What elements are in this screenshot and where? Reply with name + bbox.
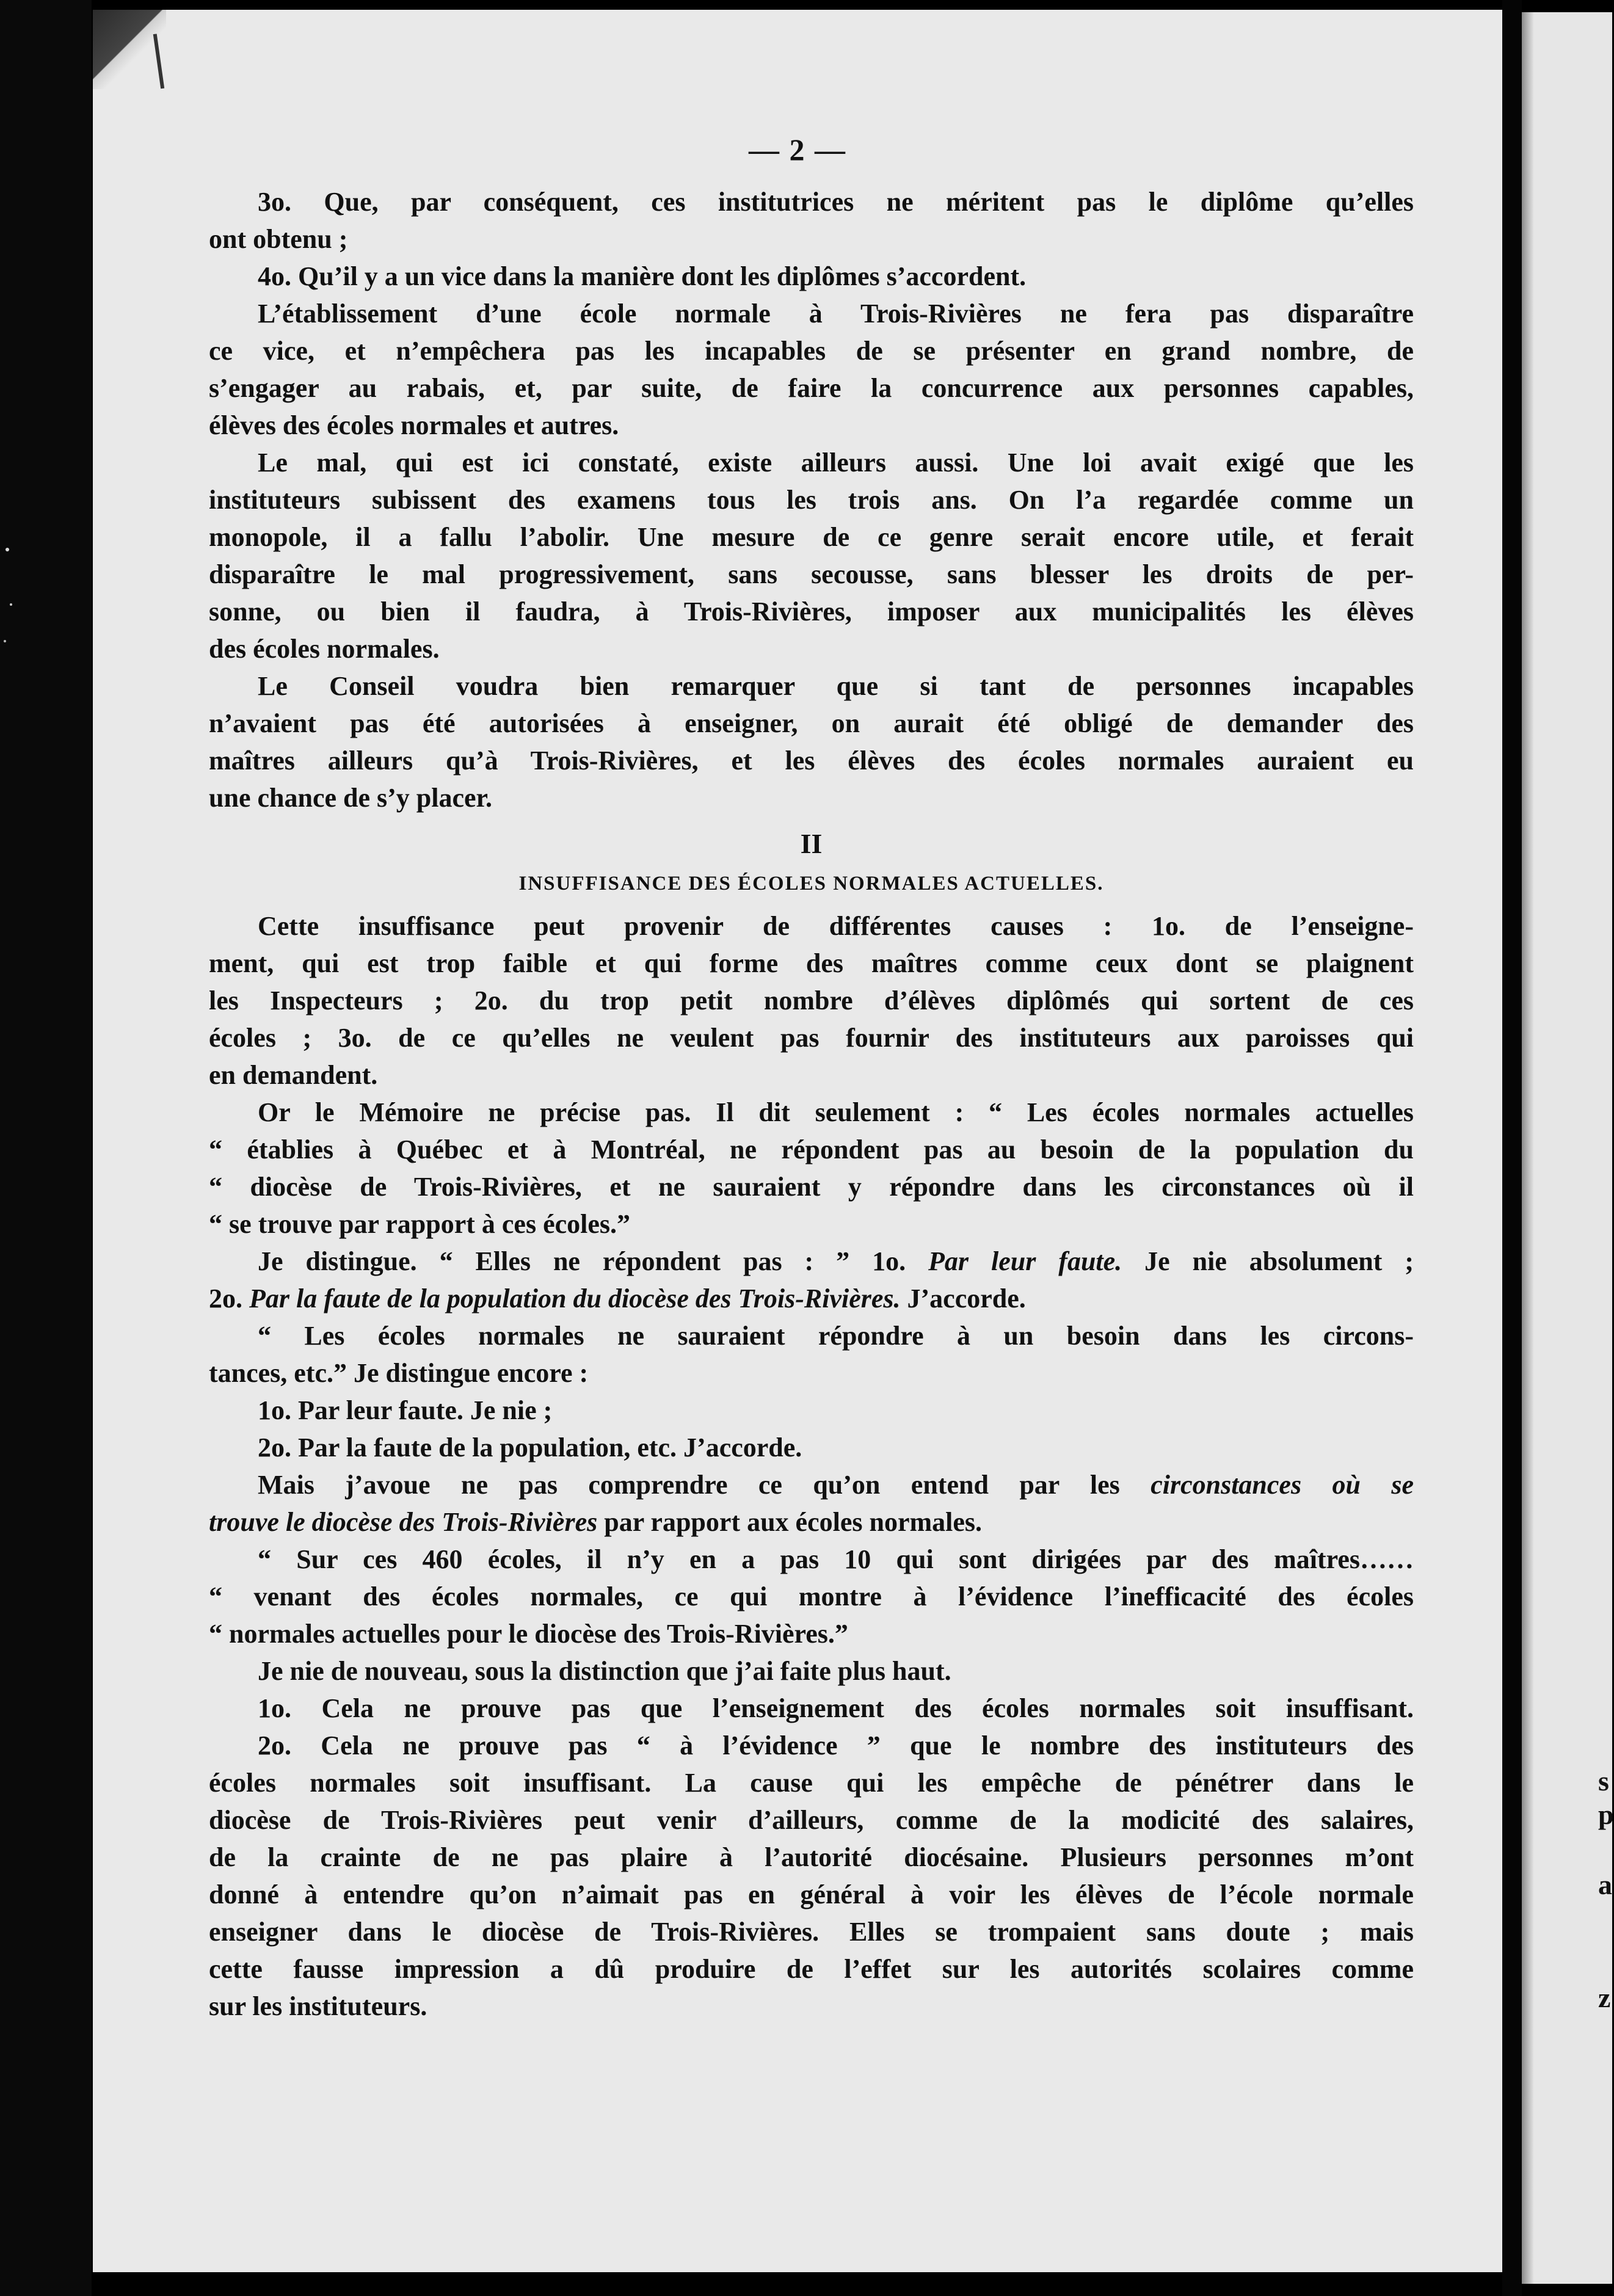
text-line: “ se trouve par rapport à ces écoles.” <box>209 1209 631 1239</box>
page-shadow <box>1522 12 1534 2284</box>
text-line: ce vice, et n’empêchera pas les incapables de se présenter en grand nombre, de <box>209 336 1414 366</box>
text-line: ment, qui est trop faible et qui forme des maîtres comme ceux dont se plaignent <box>209 948 1414 978</box>
text-line: 1o. Cela ne prouve pas que l’enseignement des écoles normales soit insuffisant. <box>258 1693 1414 1723</box>
text-line-avoue <box>209 1466 1414 1503</box>
scan-specks <box>0 537 24 659</box>
text-line: de la crainte de ne pas plaire à l’autorité diocésaine. Plusieurs personnes m’ont <box>209 1842 1414 1872</box>
text-line: s’engager au rabais, et, par suite, de faire la concurrence aux personnes capables, <box>209 373 1414 403</box>
text-line: cette fausse impression a dû produire de l’effet sur les autorités scolaires comme <box>209 1954 1414 1984</box>
text-line: “ Sur ces 460 écoles, il n’y en a pas 10 qui sont dirigées par des maîtres…… <box>258 1544 1414 1574</box>
adjacent-page-edge <box>1522 12 1612 2284</box>
text-line: “ venant des écoles normales, ce qui montre à l’évidence l’inefficacité des écoles <box>209 1582 1414 1611</box>
text-run: par rapport aux écoles normales. <box>597 1507 983 1537</box>
text-line: tances, etc.” Je distingue encore : <box>209 1358 589 1388</box>
text-line: ont obtenu ; <box>209 224 348 254</box>
text-line: écoles normales soit insuffisant. La cause qui les empêche de pénétrer dans le <box>209 1768 1414 1798</box>
text-line: Le Conseil voudra bien remarquer que si tant de personnes incapables <box>258 671 1414 701</box>
text-line: sur les instituteurs. <box>209 1991 427 2021</box>
paragraph-group-2 <box>209 907 1414 1243</box>
text-line: Cette insuffisance peut provenir de différentes causes : 1o. de l’enseigne- <box>258 911 1414 941</box>
text-line: donné à entendre qu’on n’aimait pas en général à voir les élèves de l’école normale <box>209 1880 1414 1909</box>
text-line: 4o. Qu’il y a un vice dans la manière dont les diplômes s’accordent. <box>258 261 1027 291</box>
text-run: Mais j’avoue ne pas comprendre ce qu’on entend par les <box>258 1470 1151 1500</box>
text-line: élèves des écoles normales et autres. <box>209 410 619 440</box>
text-line: en demandent. <box>209 1060 378 1090</box>
text-line: Je nie de nouveau, sous la distinction que j’ai faite plus haut. <box>258 1656 951 1686</box>
text-line: écoles ; 3o. de ce qu’elles ne veulent pas fournir des instituteurs aux paroisses qui <box>209 1023 1414 1053</box>
book-gutter <box>1502 0 1522 2296</box>
text-line: 1o. Par leur faute. Je nie ; <box>258 1395 553 1425</box>
text-line: 2o. Cela ne prouve pas “ à l’évidence ” que le nombre des instituteurs des <box>258 1731 1414 1760</box>
text-line: des écoles normales. <box>209 634 440 664</box>
text-line: les Inspecteurs ; 2o. du trop petit nombre d’élèves diplômés qui sortent de ces <box>209 986 1414 1015</box>
text-line: “ établies à Québec et à Montréal, ne répondent pas au besoin de la population du <box>209 1135 1414 1164</box>
italic-run: trouve le diocèse des Trois-Rivières <box>209 1507 598 1537</box>
text-line: instituteurs subissent des examens tous les trois ans. On l’a regardée comme un <box>209 485 1414 515</box>
italic-run: circonstances où se <box>1151 1470 1414 1500</box>
adjacent-page-letter: a <box>1598 1869 1612 1900</box>
adjacent-page-letter: p <box>1598 1799 1614 1830</box>
text-line <box>209 1280 1414 1317</box>
text-line: sonne, ou bien il faudra, à Trois-Rivières, imposer aux municipalités les élèves <box>209 597 1414 627</box>
text-line: n’avaient pas été autorisées à enseigner, on aurait été obligé de demander des <box>209 708 1414 738</box>
text-line: une chance de s’y placer. <box>209 783 493 813</box>
text-line: disparaître le mal progressivement, sans secousse, sans blesser les droits de per- <box>209 559 1414 589</box>
scan-border-left <box>0 0 92 2296</box>
text-run: J’accorde. <box>900 1284 1026 1313</box>
text-line-distingue <box>209 1243 1414 1280</box>
text-line: 2o. Par la faute de la population, etc. J’accorde. <box>258 1433 802 1462</box>
text-line: “ diocèse de Trois-Rivières, et ne sauraient y répondre dans les circonstances où il <box>209 1172 1414 1202</box>
text-line: Or le Mémoire ne précise pas. Il dit seulement : “ Les écoles normales actuelles <box>258 1097 1414 1127</box>
text-line: diocèse de Trois-Rivières peut venir d’ailleurs, comme de la modicité des salaires, <box>209 1805 1414 1835</box>
section-heading: INSUFFISANCE DES ÉCOLES NORMALES ACTUELLES. <box>518 873 1104 895</box>
text-run: 2o. <box>209 1284 249 1313</box>
text-line: maîtres ailleurs qu’à Trois-Rivières, et les élèves des écoles normales auraient eu <box>209 746 1414 776</box>
section-numeral: II <box>800 828 823 859</box>
paragraph-group-4 <box>209 1541 1414 2025</box>
italic-run: Par la faute de la population du diocèse des Trois-Rivières. <box>249 1284 901 1313</box>
body-text <box>209 183 1414 2025</box>
text-line: L’établissement d’une école normale à Trois-Rivières ne fera pas disparaître <box>258 299 1414 329</box>
text-run: Je distingue. “ Elles ne répondent pas : ” 1o. <box>258 1246 929 1276</box>
text-line: “ Les écoles normales ne sauraient répondre à un besoin dans les circons- <box>258 1321 1414 1351</box>
text-line: Le mal, qui est ici constaté, existe ailleurs aussi. Une loi avait exigé que les <box>258 448 1414 478</box>
text-line-trouve <box>209 1503 1414 1541</box>
text-run: Je nie absolument ; <box>1122 1246 1414 1276</box>
page-number: — 2 — <box>749 133 846 167</box>
adjacent-page-letter: z <box>1598 1982 1611 2013</box>
adjacent-page-letter: s <box>1598 1765 1609 1796</box>
text-line: monopole, il a fallu l’abolir. Une mesure de ce genre serait encore utile, et ferait <box>209 522 1414 552</box>
text-line: “ normales actuelles pour le diocèse des Trois-Rivières.” <box>209 1619 848 1649</box>
italic-run: Par leur faute. <box>928 1246 1122 1276</box>
text-line: 3o. Que, par conséquent, ces institutrices ne méritent pas le diplôme qu’elles <box>258 187 1414 217</box>
paragraph-group-3 <box>209 1280 1414 1466</box>
paragraph-group-1 <box>209 183 1414 816</box>
text-line: enseigner dans le diocèse de Trois-Rivières. Elles se trompaient sans doute ; mais <box>209 1917 1414 1947</box>
